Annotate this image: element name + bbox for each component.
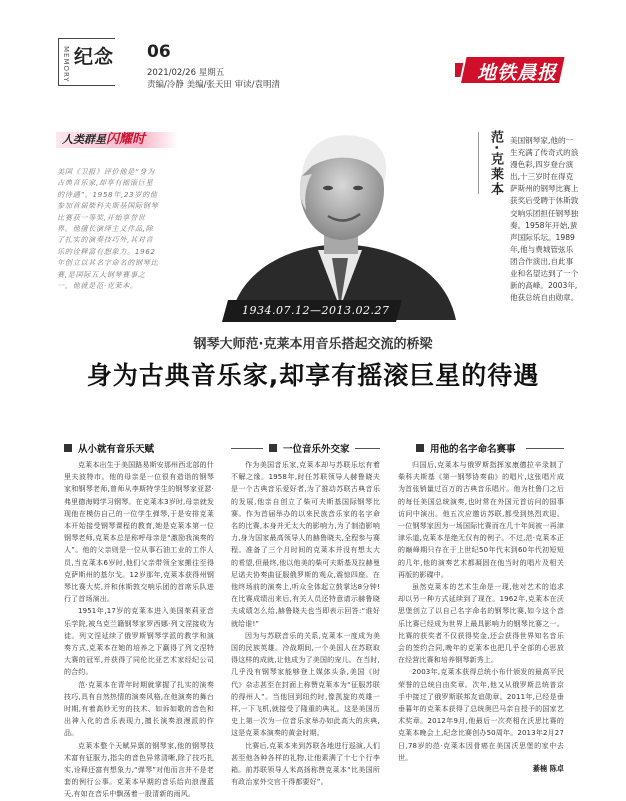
- column-3-heading-text: 用他的名字命名赛事: [430, 444, 516, 455]
- column-2-para-3: 比赛后,克莱本来到苏联各地进行巡演,人们甚至他各种各样的礼物,让他素满了十七个行李箱。前苏联领导人米高扬称赞克莱本“比美国所有政治家外交官干得都要好”。: [231, 741, 380, 787]
- vertical-name: 范·克莱本: [488, 130, 503, 197]
- column-2: [231, 441, 380, 788]
- heading-rule-left: [231, 448, 263, 449]
- newspaper-logo: [455, 55, 567, 85]
- byline: 綦楠 陈卓: [532, 764, 564, 774]
- column-2-para-2: 因为与苏联音乐的关系,克莱本一度成为美国的民族英雄。冷战期间,一个美国人在苏联取得这样的成就,让他成为了美国的宠儿。在当时,几乎没有钢琴家能够登上媒体头条,美国《时代》杂志甚至在封面上称赞克莱本为“征服苏联的得州人”。当他回到纽约时,像凯旋的英雄一样,一下飞机,就接受了隆重的典礼。这是美国历史上第一次为一位音乐家举办如此高大的庆典,这是克莱本演奏的黄金时期。: [231, 631, 380, 738]
- quote-body: 美国《卫报》评价他是“身为古典音乐家,却享有摇滚巨星的待遇”。1958年,23岁的他参加首届柴科夫斯基国际钢琴比赛获一等奖,开始享誉世界。他擅长演绎主义作品,除了扎实的演奏技巧外,其对音乐的诠释富有想象力。1962年创立以其名字命名的钢琴比赛,是国际五大钢琴赛事之一。他就是范·克莱本。: [57, 167, 159, 291]
- issue-date: 2021/02/26 星期五: [147, 68, 225, 78]
- column-2-heading-text: 一位音乐外交家: [283, 444, 350, 455]
- column-1-para-3: 范·克莱本在青年时期就掌握了扎实的演奏技巧,具有自然热情的演奏风格,在他演奏的舞台时期,有着高妙无穷的技术、如诉如歌的音色和出神入化的音乐表现力,擅长演奏浪漫派的作品。: [64, 680, 214, 738]
- column-1-para-2: 1951年,17岁的克莱本进入美国茱莉亚音乐学院,被乌克兰籍钢琴家罗西娜·列文涅接收为徒。列文涅延续了俄罗斯钢琴学派的教学和演奏方式,克莱本在她的培养之下赢得了列文涅特大赛的冠军,并获得了同伦比亚艺术家经纪公司的合约。: [64, 607, 214, 677]
- logo-text: 地铁晨报: [477, 62, 558, 84]
- column-2-para-1: 作为美国音乐家,克莱本却与苏联乐坛有着不解之缘。1958年,时任苏联领导人赫鲁晓夫是一个古典音乐爱好者,为了推动苏联古典音乐的发展,他亲自创立了柴可夫斯基国际钢琴比赛。作为首届举办的以来民族音乐家的名字命名的比赛,本身并无太大的影响力,为了制造影响力,身为国家最高领导人的赫鲁晓夫,全程参与赛程。准备了三个月时间的克莱本并没有想太大的希望,但最终,他以他美的柴可夫斯基及拉赫曼尼诺夫协奏曲征服俄罗斯的观众,震惊四座。在他终场前的演奏上,听众全体起立鼓掌达8分钟!在比赛成绩出来后,有关人员还特意请示赫鲁晓夫成绩怎么给,赫鲁晓夫也当即表示回答:“谁好就给谁!”: [231, 461, 380, 628]
- quote-box-heading: [56, 126, 181, 152]
- column-1-heading: [64, 441, 214, 455]
- column-3-para-3: 2003年,克莱本获得总统小布什颁发的最高平民荣誉的总统自由奖章。次年,他又从俄罗斯总统普京手中接过了俄罗斯联邦友谊勋章。2011年,已经是垂垂暮年的克莱本获得了总统奥巴马亲自授予的国家艺术奖章。2012年9月,他最后一次亮相在沃思比赛的克莱本晚会上,纪念比赛创办50周年。2013年2月27日,78岁的范·克莱本因骨癌在美国沃思堡的家中去世。: [398, 668, 564, 762]
- column-2-heading: [231, 441, 380, 455]
- article-headline: 身为古典音乐家,却享有摇滚巨星的待遇: [86, 361, 540, 390]
- column-1-heading-text: 从小就有音乐天赋: [78, 444, 155, 455]
- quote-title: [62, 128, 145, 147]
- column-1-para-4: 克莱本整个天赋异禀的钢琴家,他的钢琴技术富有征服力,指尖的音色异常清晰,除了技巧扎实,诠释还富有想象力,“弹琴”对他而言并不是老套的例行公事。克莱本早期的音乐给向浪漫蓝天,有如在音乐中飘荡着一股清新的雨风。: [64, 741, 214, 799]
- quote-title-red: 闪耀时: [106, 132, 146, 147]
- portrait-photo: [220, 118, 460, 320]
- column-1-para-1: 克莱本出生于美国路易斯安那州西北部的什里夫波特市。他的母亲是一位很有造诣的钢琴家和钢琴老师,曾师从李斯特学生的钢琴家亚瑟·弗里德海姆学习钢琴。在克莱本3岁时,母亲就发现他在模仿自己的一位学生弹琴,于是安排克莱本开始接受钢琴课程的教育,她是克莱本第一位钢琴老师,克莱本总是称呼母亲是“激励我演奏的人”。他的父亲则是一位从事石油工业的工作人员,当克莱本6岁时,他们父亲带领全家搬往至得克萨斯州的基尔戈。12岁那年,克莱本获得州钢琴比赛大奖,并和休斯敦交响乐团的首席乐队进行了首场演出。: [64, 461, 214, 604]
- heading-bar-icon: [269, 444, 277, 452]
- page-number: 06: [147, 42, 171, 62]
- column-3: [398, 441, 564, 774]
- column-3-para-2: 虽然克莱本的艺术生命是一现,他对艺术的追求却以另一种方式延续到了现在。1962年,克莱本在沃思堡创立了以自己名字命名的钢琴比赛,如今这个音乐比赛已经成为世界上最具影响力的钢琴比赛之一。比赛的获奖者不仅获得奖金,还会获得世界知名音乐会的签约合同,晚年的克莱本也把几乎全部的心思放在经营比赛和培养钢琴新秀上。: [398, 583, 564, 665]
- heading-rule-right: [355, 448, 380, 449]
- column-3-para-1: 归国后,克莱本与俄罗斯指挥家康德拉辛录制了柴科夫斯基《第一钢琴协奏曲》的唱片,这张唱片成为首张销量过百万的古典音乐唱片。他为杜鲁门之后的每任美国总统演奏,也时常在外国元首访问的国事访问中演出。他五次应邀访苏联,都受到热烈欢迎。一位钢琴家因为一场国际比赛而在几十年间被一再津津乐道,克莱本是绝无仅有的例子。不过,范·克莱本正的巅峰期只存在于上世纪50年代末到60年代初短短的几年,他的演奏艺术都凝固在他当时的唱片及相关再版的影碟中。: [398, 461, 564, 579]
- quote-title-main: 人类群星: [62, 133, 106, 146]
- life-dates: 1934.07.12—2013.02.27: [242, 304, 390, 317]
- editor-credits: 责编/冷静 美编/张天田 审读/袁明清: [147, 80, 280, 90]
- life-dates-banner: [222, 300, 402, 322]
- heading-rule-right: [526, 448, 564, 449]
- heading-bar-icon: [416, 444, 424, 452]
- bio-intro: 美国钢琴家,他的一生充满了传奇式的浪漫色彩,四岁登台演出,十三岁时在得克萨斯州的钢琴比赛上获奖后受聘于休斯敦交响乐团担任钢琴独奏。1958年开始,蜚声国际乐坛。1989年,他与费城管弦乐团合作演出,自此事业和名望达到了一个新的高峰。2003年,他获总统自由勋章。: [510, 136, 579, 303]
- column-3-heading: [398, 441, 564, 455]
- name-divider: [478, 132, 479, 194]
- column-1: [64, 441, 214, 801]
- article-subhead: 钢琴大师范·克莱本用音乐搭起交流的桥梁: [193, 337, 433, 352]
- heading-bar-icon: [64, 444, 72, 452]
- section-label: 纪念: [74, 46, 115, 68]
- section-label-en: MEMORY: [62, 46, 70, 83]
